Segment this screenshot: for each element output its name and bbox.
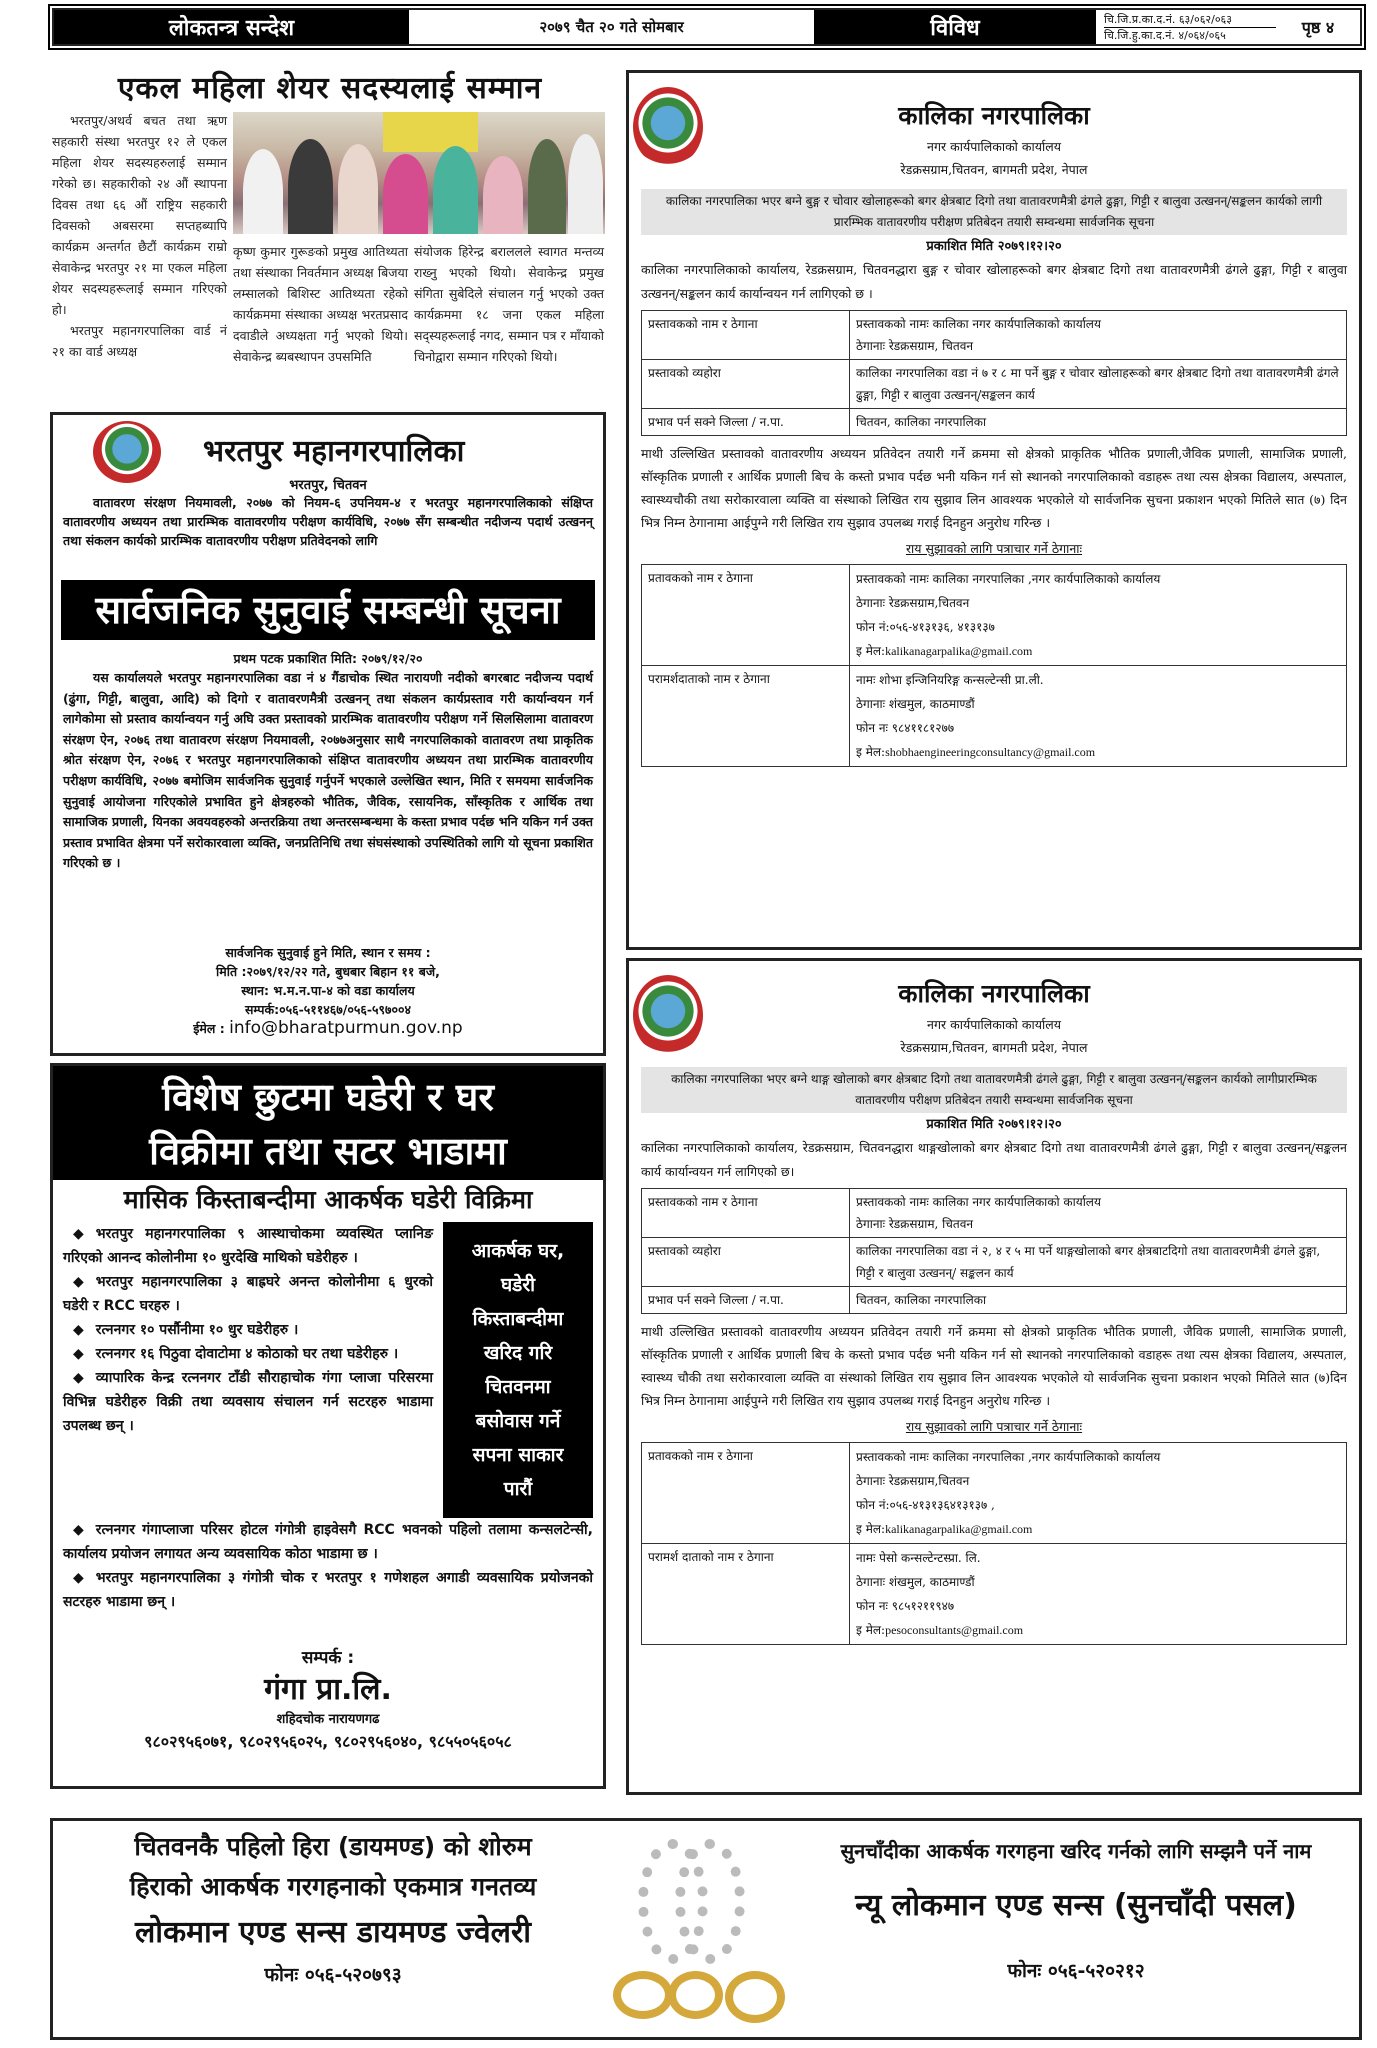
contact-phone: फोन नं:०५६-४१३१३६, ४१३१३७	[856, 620, 995, 634]
table-row	[642, 1443, 1347, 1544]
diamond-ad-line-1: चितवनकै पहिलो हिरा (डायमण्ड) को शोरुम	[134, 1832, 532, 1861]
ad-headline	[53, 1066, 603, 1180]
contact-name: प्रस्तावकको नामः कालिका नगरपालिका ,नगर कार्यपालिकाको कार्यालय	[856, 1450, 1161, 1464]
contact-email-row	[856, 639, 1340, 663]
correspondence-heading: राय सुझावको लागि पत्राचार गर्ने ठेगानाः	[905, 1419, 1083, 1434]
ad-item	[63, 1270, 433, 1318]
table-value	[850, 666, 1347, 767]
contact-name: नामः पेसो कन्सल्टेन्टस्प्रा. लि.	[856, 1551, 981, 1565]
contact-email-row	[856, 1517, 1340, 1541]
table-key: प्रतावकको नाम र ठेगाना	[642, 565, 850, 666]
notice-location: भरतपुर, चितवन	[289, 478, 367, 493]
ad-address: शहिदचोक नारायणगढ	[276, 1712, 380, 1727]
table-key: प्रस्तावकको नाम र ठेगाना	[642, 1189, 850, 1238]
ad-item-text: व्यापारिक केन्द्र रत्ननगर टाँडी सौराहाचोक गंगा प्लाजा परिसरमा विभिन्न घडेरीहरु विक्री तथा व्यवसाय संचालन गर्न सटरहरु भाडामा उपलब्ध छन् ।	[63, 1370, 433, 1434]
ad-headline-line-1: विशेष छुटमा घडेरी र घर	[162, 1075, 494, 1119]
page-number: पृष्ठ ४	[1301, 18, 1335, 37]
diamond-bullet-icon: ◆	[73, 1322, 84, 1338]
emblem-icon	[93, 421, 161, 483]
ad-middle	[53, 1220, 603, 1518]
table-line: प्रस्तावकको नामः कालिका नगर कार्यपालिकाको कार्यालय	[856, 1195, 1101, 1209]
table-value	[850, 565, 1347, 666]
notice-address: रेडक्रसग्राम,चितवन, बागमती प्रदेश, नेपाल	[900, 162, 1088, 177]
article-paragraph: भरतपुर/अथर्व बचत तथा ऋण सहकारी संस्था भरतपुर १२ ले एकल महिला शेयर सदस्यहरुलाई सम्मान गरेको छ। सहकारीको २४ औं स्थापना दिवस तथा ६६ औं राष्ट्रिय सहकारी दिवसको अबसरमा सप्तहब्यापि कार्यक्रम अन्तर्गत छैटौं कार्यक्रम राम्रो सेवाकेन्द्र भरतपुर २१ मा एकल महिला शेयर सदस्यहरूलाई सम्मान गरिएको हो।	[52, 113, 227, 317]
ad-phones: ९८०२९५६०७१, ९८०२९५६०२५, ९८०२९५६०४०, ९८५५०५६०५८	[144, 1732, 512, 1751]
ad-item	[63, 1342, 433, 1366]
photo-person	[568, 134, 603, 234]
diamond-bullet-icon: ◆	[73, 1274, 84, 1290]
table-row	[642, 409, 1347, 436]
ad-item-text: रत्ननगर १६ पिठुवा दोवाटोमा ४ कोठाको घर तथा घडेरीहरु ।	[95, 1346, 399, 1362]
article-column-3	[414, 241, 604, 367]
article-column-2	[233, 241, 408, 367]
photo-person	[483, 156, 523, 234]
contact-email-row	[856, 740, 1340, 764]
sidebox-line: सपना साकार	[472, 1444, 564, 1466]
ganga-ad	[50, 1063, 606, 1789]
email-address: shobhaengineeringconsultancy@gmail.com	[885, 745, 1096, 759]
ad-company-name: गंगा प्रा.लि.	[264, 1672, 392, 1707]
notice-intro: वातावरण संरक्षण नियमावली, २०७७ को नियम-६ उपनियम-४ र भरतपुर महानगरपालिकाको संक्षिप्त वातावरणीय अध्ययन तथा प्रारम्भिक वातावरणीय परीक्षण कार्यविधि, २०७७ सँग सम्बन्धीत नदीजन्य पदार्थ उत्खनन् तथा संकलन कार्यको प्रारम्भिक वातावरणीय परीक्षण प्रतिवेदनको लागि	[63, 495, 593, 548]
sidebox-line: पारौं	[503, 1478, 533, 1500]
ring-icon	[613, 1971, 673, 2019]
diamond-bullet-icon: ◆	[73, 1570, 84, 1586]
ad-item-text: रत्ननगर १० पर्सौनीमा १० धुर घडेरीहरु ।	[95, 1322, 299, 1338]
article-column-1	[52, 110, 227, 362]
emblem-icon	[633, 975, 703, 1055]
jewellery-ad	[50, 1818, 1362, 2040]
issue-date: २०७९ चैत २० गते सोमबार	[539, 18, 684, 36]
table-key: प्रभाव पर्न सक्ने जिल्ला / न.पा.	[642, 409, 850, 436]
gold-shop-name: न्यू लोकमान एण्ड सन्स (सुनचाँदी पसल)	[855, 1888, 1297, 1923]
registration-line-1: चि.जि.प्र.का.द.नं. ६३/०६२/०६३	[1104, 12, 1276, 28]
table-key: प्रस्तावको व्यहोरा	[642, 1238, 850, 1287]
ad-items-list	[63, 1222, 433, 1518]
hearing-heading: सार्वजनिक सुनुवाई हुने मिति, स्थान र समय :	[225, 945, 431, 960]
table-row	[642, 1189, 1347, 1238]
email-label: इ मेल:	[856, 1522, 886, 1536]
table-value: कालिका नगरपालिका वडा नं ७ र ८ मा पर्ने बुङ्ग र चोवार खोलाहरूको बगर क्षेत्रबाट दिगो तथा वातावरणमैत्री ढंगले ढुङ्गा, गिट्टी र बालुवा उत्खनन्/सङ्कलन कार्य	[850, 360, 1347, 409]
photo-person	[383, 154, 428, 234]
table-key: परामर्शदाताको नाम र ठेगाना	[642, 666, 850, 767]
diamond-ad-line-2: हिराको आकर्षक गरगहनाको एकमात्र गनतव्य	[129, 1872, 537, 1901]
contact-table	[641, 564, 1347, 767]
ring-icon	[668, 1971, 723, 2019]
photo-person	[433, 146, 478, 234]
ad-headline-line-2: विक्रीमा तथा सटर भाडामा	[149, 1129, 507, 1173]
proposal-table	[641, 1188, 1347, 1314]
proposal-table	[641, 310, 1347, 436]
ad-item	[63, 1318, 433, 1342]
notice-subject: कालिका नगरपालिका भएर बग्ने थाङ्ग खोलाको बगर क्षेत्रबाट दिगो तथा वातावरणमैत्री ढंगले ढुङ्गा, गिट्टी र बालुवा उत्खनन्/सङ्कलन कार्यको लागीप्रारम्भिक वातावरणीय परीक्षण प्रतिबेदन तयारी सम्वन्धमा सार्वजनिक सूचना	[641, 1067, 1347, 1113]
contact-name: नामः शोभा इन्जिनियरिङ्ग कन्सल्टेन्सी प्रा.ली.	[856, 673, 1044, 687]
necklace-icon	[675, 1839, 745, 1964]
email-label: इ मेल:	[856, 745, 886, 759]
photo-person	[288, 139, 333, 234]
email-address: kalikanagarpalika@gmail.com	[885, 1522, 1033, 1536]
table-line: प्रस्तावकको नामः कालिका नगर कार्यपालिकाको कार्यालय	[856, 317, 1101, 331]
photo-person	[338, 144, 378, 234]
diamond-bullet-icon: ◆	[73, 1346, 84, 1362]
sidebox-line: घडेरी	[500, 1274, 536, 1296]
notice-office: नगर कार्यपालिकाको कार्यालय	[927, 139, 1061, 154]
table-key: परामर्श दाताको नाम र ठेगाना	[642, 1544, 850, 1645]
table-value	[850, 311, 1347, 360]
table-line: ठेगानाः रेडक्रसग्राम, चितवन	[856, 1217, 974, 1231]
email-label: इ मेल:	[856, 1623, 886, 1637]
hearing-place: स्थान: भ.म.न.पा-४ को वडा कार्यालय	[241, 983, 415, 998]
kalika-notice-2	[626, 958, 1362, 1795]
gold-ad	[793, 1831, 1359, 2001]
registration-line-2: चि.जि.हु.का.द.नं. ४/०६४/०६५	[1104, 28, 1226, 42]
ad-item	[63, 1566, 593, 1614]
sidebox-line: बसोवास गर्ने	[475, 1410, 561, 1432]
table-value	[850, 1443, 1347, 1544]
table-value: चितवन, कालिका नगरपालिका	[850, 1287, 1347, 1314]
contact-address: ठेगानाः शंखमुल, काठमाण्डौं	[856, 697, 975, 711]
hearing-email-row	[53, 1019, 603, 1038]
notice-intro: कालिका नगरपालिकाको कार्यालय, रेडक्रसग्राम, चितवनद्धारा थाङ्गखोलाको बगर क्षेत्रबाट दिगो तथा वातावरणमैत्री ढंगले ढुङ्गा, गिट्टी र बालुवा उत्खनन्/सङ्कलन कार्य कार्यान्वयन गर्न लागिएको छ।	[641, 1140, 1347, 1179]
hearing-date: मिति :२०७९/१२/२२ गते, बुधबार बिहान ११ बजे,	[216, 964, 440, 979]
sidebox-line: किस्ताबन्दीमा	[472, 1308, 564, 1330]
email-address: pesoconsultants@gmail.com	[885, 1623, 1024, 1637]
sidebox-line: आकर्षक घर,	[471, 1240, 565, 1262]
table-row	[642, 1544, 1347, 1645]
contact-address: ठेगानाः रेडक्रसग्राम,चितवन	[856, 1474, 970, 1488]
sidebox-line: चितवनमा	[485, 1376, 551, 1398]
table-row	[642, 1238, 1347, 1287]
diamond-bullet-icon: ◆	[73, 1370, 84, 1386]
diamond-bullet-icon: ◆	[73, 1522, 84, 1538]
section-name: विविध	[814, 10, 1096, 44]
email-label: इ मेल:	[856, 644, 886, 658]
photo-person	[243, 149, 283, 234]
table-value	[850, 1189, 1347, 1238]
notice-subject: कालिका नगरपालिका भएर बग्ने बुङ्ग र चोवार खोलाहरूको बगर क्षेत्रबाट दिगो तथा वातावरणमैत्री ढंगले ढुङ्गा, गिट्टी र बालुवा उत्खनन्/सङ्कलन कार्यको लागी प्रारम्भिक वातावरणीय परीक्षण प्रतिबेदन तयारी सम्वन्धमा सार्वजनिक सूचना	[641, 189, 1347, 235]
notice-title: कालिका नगरपालिका	[898, 979, 1090, 1008]
diamond-shop-phone: फोनः ०५६-५२०७९३	[264, 1964, 402, 1986]
article-paragraph: भरतपुर महानगरपालिका वार्ड नं २१ का वार्ड अध्यक्ष	[52, 323, 227, 359]
ad-items-list-2	[53, 1518, 603, 1614]
gold-shop-phone: फोनः ०५६-५२०२१२	[1007, 1960, 1145, 1982]
notice-title: कालिका नगरपालिका	[898, 101, 1090, 130]
table-key: प्रस्तावकको नाम र ठेगाना	[642, 311, 850, 360]
contact-phone: फोन नः ९८५१२११९४७	[856, 1599, 955, 1613]
notice-email: info@bharatpurmun.gov.np	[229, 1018, 463, 1038]
hearing-contact: सम्पर्क:०५६-५११४६७/०५६-५९७००४	[244, 1002, 412, 1017]
article-text: संयोजक हिरेन्द्र बराललले स्वागत मन्तव्य राख्नु भएको थियो। सेवाकेन्द्र प्रमुख संगिता सुबेदिले संचालन गर्नु भएको उक्त कार्यक्रममा १८ जना एकल महिला सद्स्यहरूलाई नगद, सम्मान पत्र र माँयाको चिनोद्वारा सम्मान गरिएको थियो।	[414, 244, 604, 364]
table-value: चितवन, कालिका नगरपालिका	[850, 409, 1347, 436]
notice-title: भरतपुर महानगरपालिका	[203, 434, 465, 469]
diamond-ad	[53, 1827, 613, 1991]
ad-item	[63, 1366, 433, 1438]
ad-item-text: भरतपुर महानगरपालिका ३ गंगोत्री चोक र भरतपुर १ गणेशहल अगाडी व्यवसायिक प्रयोजनको सटरहरु भाडामा छन् ।	[63, 1570, 593, 1610]
published-date: प्रथम पटक प्रकाशित मिति: २०७९/१२/२०	[233, 651, 423, 666]
article-photo	[233, 112, 605, 234]
diamond-bullet-icon: ◆	[73, 1226, 84, 1242]
email-label: ईमेल :	[193, 1021, 225, 1036]
published-date: प्रकाशित मिति २०७९।१२।२०	[926, 239, 1062, 254]
notice-banner: सार्वजनिक सुनुवाई सम्बन्धी सूचना	[61, 580, 595, 640]
table-row	[642, 565, 1347, 666]
newspaper-name: लोकतन्त्र सन्देश	[54, 10, 409, 44]
published-date: प्रकाशित मिति २०७९।१२।२०	[926, 1117, 1062, 1132]
contact-email-row	[856, 1618, 1340, 1642]
emblem-icon	[633, 87, 703, 167]
table-key: प्रतावकको नाम र ठेगाना	[642, 1443, 850, 1544]
ad-item-text: भरतपुर महानगरपालिका ९ आस्थाचोकमा व्यवस्थित प्लानिङ गरिएको आनन्द कोलोनीमा १० धुरदेखि माथिको घडेरीहरु ।	[63, 1226, 433, 1266]
notice-paragraph: माथी उल्लिखित प्रस्तावको वातावरणीय अध्ययन प्रतिवेदन तयारी गर्ने क्रममा सो क्षेत्रको प्राकृतिक भौतिक प्रणाली,जैविक प्रणाली, सामाजिक प्रणाली, सॉस्कृतिक प्रणाली र आर्थिक प्रणाली बिच के कस्तो प्रभाव पर्दछ भनी यकिन गर्न सो स्थानको नगरपालिकाको वडाहरू तथा त्यस क्षेत्रका विद्यालय, अस्पताल, स्वास्थ्यचौकी तथा सरोकारवाला व्यक्ति वा संस्थाको लिखित राय सुझाव लिन आवश्यक भएकोले यो सार्वजनिक सुचना प्रकाशन भएको मितिले सात (७) दिन भित्र निम्न ठेगानामा आईपुग्ने गरी लिखित राय सुझाव उपलब्ध गराई दिनहुन अनुरोध गरिन्छ ।	[641, 446, 1347, 530]
ad-item	[63, 1518, 593, 1566]
contact-name: प्रस्तावकको नामः कालिका नगरपालिका ,नगर कार्यपालिकाको कार्यालय	[856, 572, 1161, 586]
table-line: ठेगानाः रेडक्रसग्राम, चितवन	[856, 339, 974, 353]
diamond-shop-name: लोकमान एण्ड सन्स डायमण्ड ज्वेलरी	[134, 1915, 532, 1950]
registration-info	[1096, 10, 1276, 44]
ad-item	[63, 1222, 433, 1270]
table-row	[642, 1287, 1347, 1314]
ad-contact-label: सम्पर्क :	[301, 1648, 355, 1668]
table-row	[642, 360, 1347, 409]
photo-person	[528, 139, 566, 234]
table-row	[642, 666, 1347, 767]
contact-phone: फोन नः ९८४११८१२७७	[856, 721, 955, 735]
contact-address: ठेगानाः रेडक्रसग्राम,चितवन	[856, 596, 970, 610]
table-value: कालिका नगरपालिका वडा नं २, ४ र ५ मा पर्ने थाङ्गखोलाको बगर क्षेत्रबाटदिगो तथा वातावरणमैत्री ढंगले ढुङ्गा, गिट्टी र बालुवा उत्खनन्/ सङ्कलन कार्य	[850, 1238, 1347, 1287]
ad-subheadline: मासिक किस्ताबन्दीमा आकर्षक घडेरी विक्रिमा	[123, 1185, 533, 1214]
hearing-details	[53, 943, 603, 1038]
contact-phone: फोन नं:०५६-४१३१३६४१३१३७ ,	[856, 1498, 995, 1512]
correspondence-heading: राय सुझावको लागि पत्राचार गर्ने ठेगानाः	[905, 541, 1083, 556]
notice-paragraph: माथी उल्लिखित प्रस्तावको वातावरणीय अध्ययन प्रतिवेदन तयारी गर्ने क्रममा सो क्षेत्रको प्राकृतिक भौतिक प्रणाली, जैविक प्रणाली, सामाजिक प्रणाली, सॉस्कृतिक प्रणाली र आर्थिक प्रणाली बिच के कस्तो प्रभाव पर्दछ भनी यकिन गर्न सो स्थानको नगरपालिकाको वडाहरू तथा त्यस क्षेत्रका विद्यालय, अस्पताल, स्वास्थ्य चौकी तथा सरोकारवाला व्यक्ति वा संस्थाको लिखित राय सुझाव लिन आवश्यक भएकोले यो सार्वजनिक सुचना प्रकाशन भएको मितिले सात (७)दिन भित्र निम्न ठेगानामा आईपुग्ने गरी लिखित राय सुझाव उपलब्ध गराई दिनहुन अनुरोध गरिन्छ ।	[641, 1324, 1347, 1408]
contact-table	[641, 1442, 1347, 1645]
ad-footer	[53, 1614, 603, 1786]
notice-intro: कालिका नगरपालिकाको कार्यालय, रेडक्रसग्राम, चितवनद्धारा बुङ्ग र चोवार खोलाहरूको बगर क्षेत्रबाट दिगो तथा वातावरणमैत्री ढंगले ढुङ्गा, गिट्टी र बालुवा उत्खनन्/सङ्कलन कार्य कार्यान्वयन गर्न लागिएको छ ।	[641, 262, 1347, 301]
newspaper-header	[52, 8, 1362, 46]
ad-item-text: भरतपुर महानगरपालिका ३ बाह्रघरे अनन्त कोलोनीमा ६ धुरको घडेरी र RCC घरहरु ।	[63, 1274, 433, 1314]
ring-icon	[725, 1971, 785, 2023]
ad-item-text: रत्ननगर गंगाप्लाजा परिसर होटल गंगोत्री हाइवेसगै RCC भवनको पहिलो तलामा कन्सलटेन्सी, कार्यालय प्रयोजन लगायत अन्य व्यवसायिक कोठा भाडामा छ ।	[63, 1522, 593, 1562]
notice-body: यस कार्यालयले भरतपुर महानगरपालिका वडा नं ४ गैंडाचोक स्थित नारायणी नदीको बगरबाट नदीजन्य पदार्थ (ढुंगा, गिट्टी, बालुवा, आदि) को दिगो र वातावरणमैत्री उत्खनन् तथा संकलन कार्यप्रस्ताव गरी कार्यान्वयन गर्न लागेकोमा सो प्रस्ताव कार्यान्वयन गर्नु अघि उक्त प्रस्तावको प्रारम्भिक वातावरणीय परीक्षण गर्ने सिलसिलामा वातावरण संरक्षण ऐन, २०७६ तथा वातावरण संरक्षण नियमावली, २०७७अनुसार साथै नगरपालिकाको वातावरण तथा प्राकृतिक श्रोत संरक्षण ऐन, २०७६ र भरतपुर महानगरपालिकाको संक्षिप्त वातावरणीय अध्ययन तथा प्रारम्भिक वातावरणीय परीक्षण कार्यविधि, २०७७ बमोजिम सार्वजनिक सुनुवाई गर्नुपर्ने भएकाले उल्लेखित स्थान, मिति र समयमा सार्वजनिक सुनुवाई आयोजना गरिएकोले प्रभावित हुने क्षेत्रहरुको भौतिक, जैविक, रसायनिक, साँस्कृतिक र आर्थिक तथा सामाजिक प्रणाली, यिनका अवयवहरुको अन्तरक्रिया तथा अन्तरसम्बन्धमा के कस्ता प्रभाव पर्दछ भनि यकिन गर्न उक्त प्रस्ताव प्रभावित क्षेत्रमा पर्ने सरोकारवाला व्यक्ति, जनप्रतिनिधि तथा संघसंस्थाको उपस्थितिको लागि यो सूचना प्रकाशित गरिएको छ ।	[63, 670, 593, 871]
sidebox-line: खरिद गरि	[483, 1342, 553, 1364]
notice-address: रेडक्रसग्राम,चितवन, बागमती प्रदेश, नेपाल	[900, 1040, 1088, 1055]
photo-banner	[383, 112, 478, 152]
table-value	[850, 1544, 1347, 1645]
contact-address: ठेगानाः शंखमुल, काठमाण्डौं	[856, 1575, 975, 1589]
table-key: प्रभाव पर्न सक्ने जिल्ला / न.पा.	[642, 1287, 850, 1314]
gold-ad-line-1: सुनचाँदीका आकर्षक गरगहना खरिद गर्नको लागि सम्झनै पर्ने नाम	[840, 1839, 1312, 1863]
kalika-notice-1	[626, 70, 1362, 950]
ad-sidebox	[443, 1222, 593, 1518]
article-headline: एकल महिला शेयर सदस्यलाई सम्मान	[117, 71, 543, 106]
article-text: कृष्ण कुमार गुरूङको प्रमुख आतिथ्यता तथा संस्थाका निवर्तमान अध्यक्ष बिजया लम्सालको बिशिस्ट आतिथ्यता रहेको कार्यक्रममा संस्थाका अध्यक्ष भरतप्रसाद दवाडीले अध्यक्षता गर्नु भएको थियो। सेवाकेन्द्र ब्यबस्थापन उपसमिति	[233, 244, 408, 364]
bharatpur-notice	[50, 412, 606, 1056]
email-address: kalikanagarpalika@gmail.com	[885, 644, 1033, 658]
notice-office: नगर कार्यपालिकाको कार्यालय	[927, 1017, 1061, 1032]
table-key: प्रस्तावको व्यहोरा	[642, 360, 850, 409]
table-row	[642, 311, 1347, 360]
